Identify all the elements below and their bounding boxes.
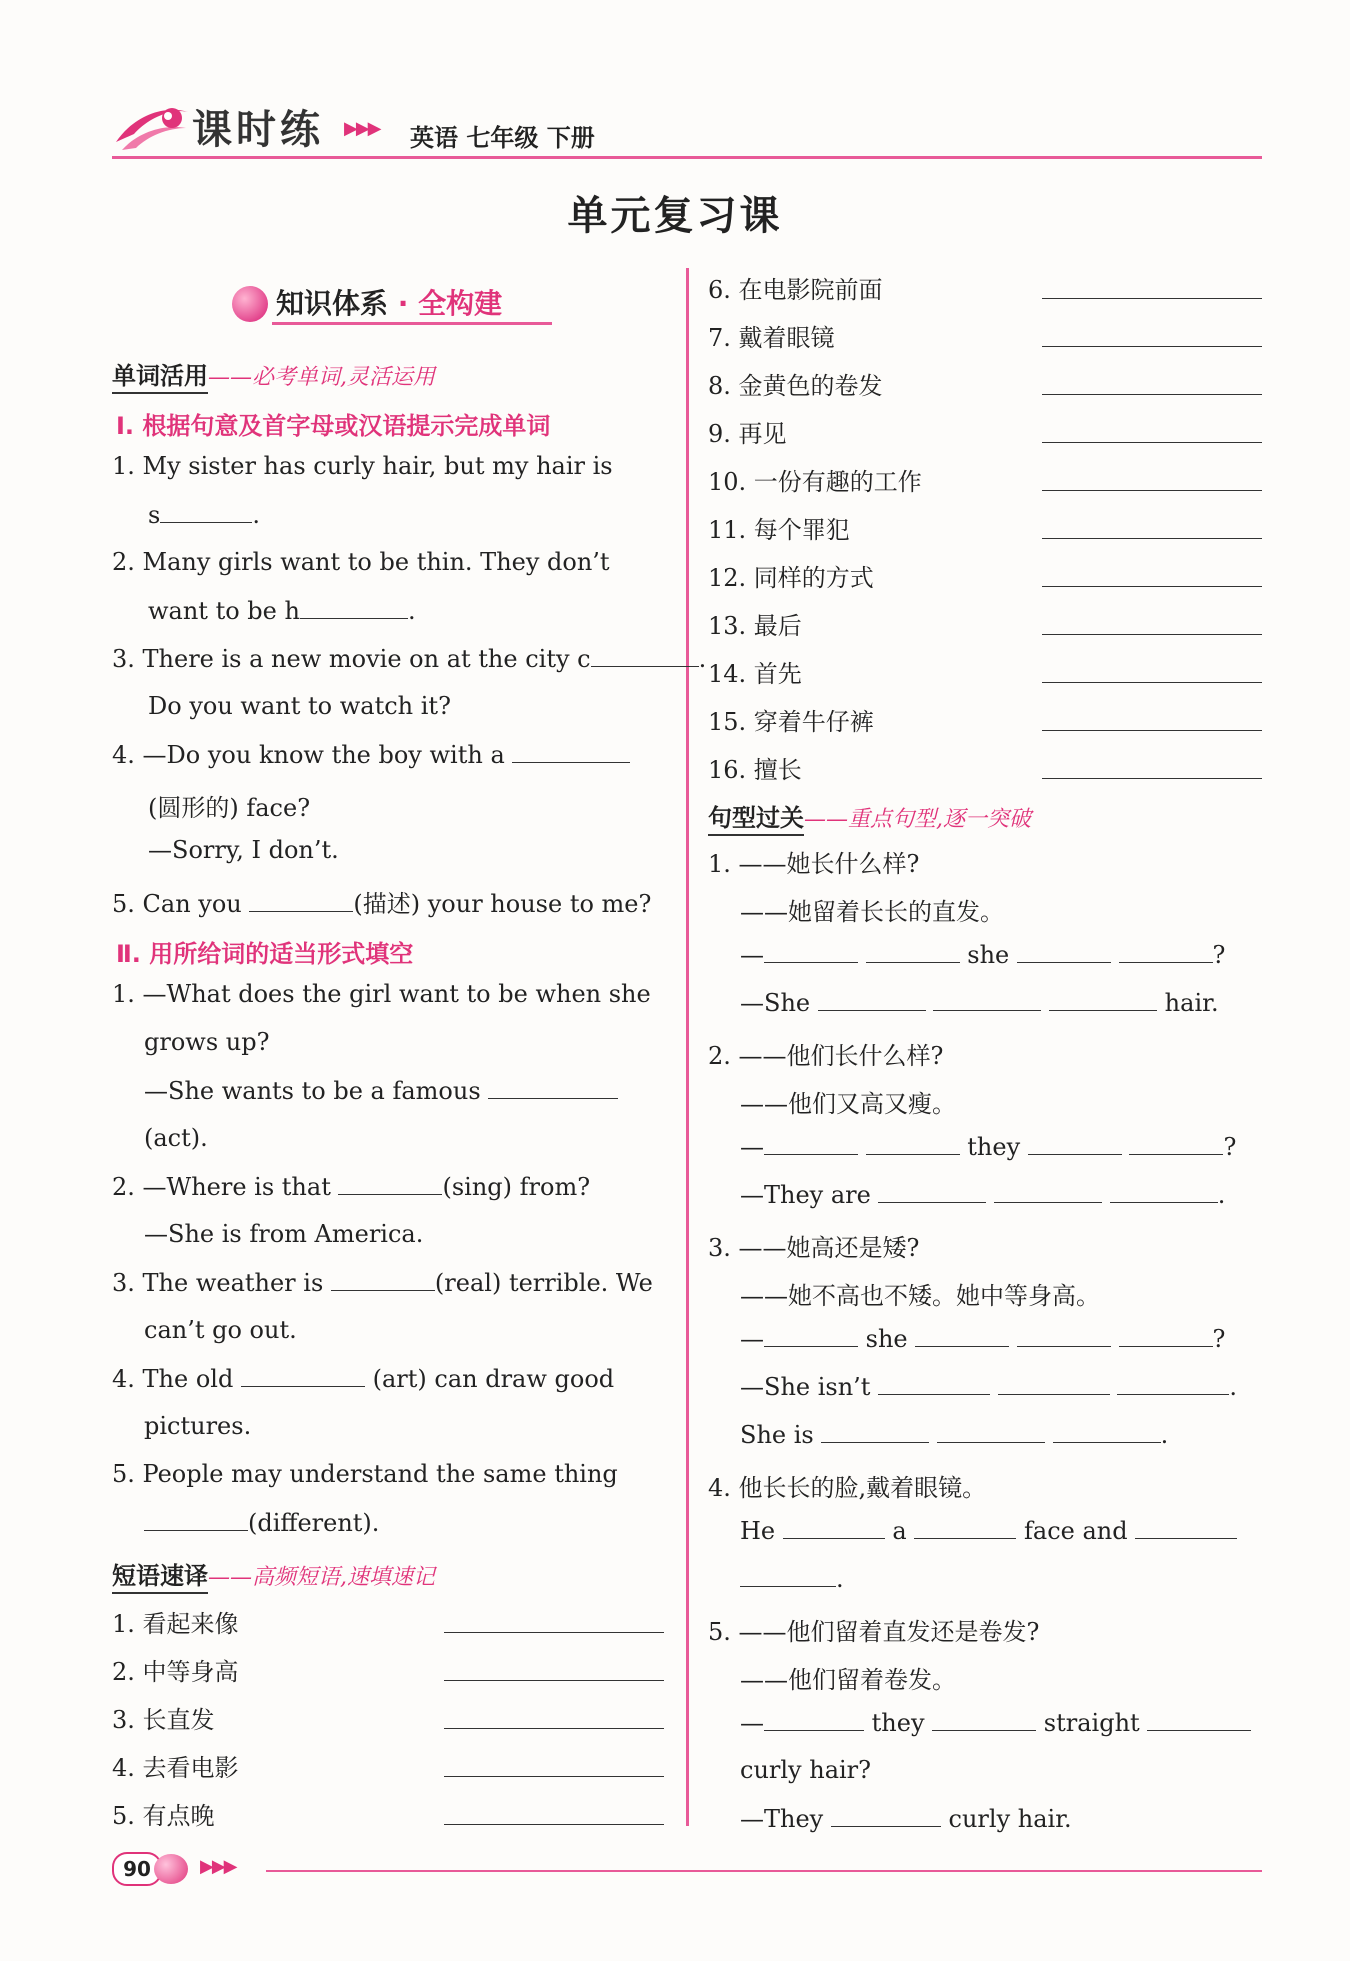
q5-they: they bbox=[871, 1709, 925, 1737]
q2-blank-1[interactable] bbox=[764, 1132, 858, 1155]
s2-q3-text-b: (real) terrible. We bbox=[434, 1269, 653, 1297]
s2-q1-blank[interactable] bbox=[488, 1076, 618, 1099]
s2-q1-line2: grows up? bbox=[144, 1028, 270, 1056]
vocab-heading bbox=[112, 356, 435, 391]
q2-blank-7[interactable] bbox=[1110, 1180, 1218, 1203]
q3-she-is: She is bbox=[740, 1421, 814, 1449]
vocab-head: 单词活用 bbox=[112, 362, 208, 394]
s1-q2-line2: want to be h . bbox=[148, 597, 416, 625]
phrase-answer-line[interactable] bbox=[444, 1824, 664, 1825]
phrase-answer-line[interactable] bbox=[444, 1728, 664, 1729]
q4-chinese: 4. 他长长的脸,戴着眼镜。 bbox=[708, 1474, 987, 1502]
s1-q4-line1 bbox=[112, 740, 630, 769]
q2-blank-6[interactable] bbox=[994, 1180, 1102, 1203]
q5-blank-2[interactable] bbox=[932, 1708, 1036, 1731]
q3-she: she bbox=[865, 1325, 908, 1353]
phrase-answer-line[interactable] bbox=[1042, 730, 1262, 731]
s2-q2-text-a: 2. —Where is that bbox=[112, 1173, 331, 1201]
s2-q3-line2: can’t go out. bbox=[144, 1316, 297, 1344]
page-header bbox=[112, 92, 1262, 158]
q3-blank-8[interactable] bbox=[821, 1420, 929, 1443]
q5-english-answer bbox=[740, 1804, 1072, 1833]
q5-chinese-question: 5. ——他们留着直发还是卷发? bbox=[708, 1618, 1040, 1646]
phrase-answer-line[interactable] bbox=[444, 1632, 664, 1633]
page-number: 90 bbox=[112, 1852, 162, 1886]
q3-period-2: . bbox=[1160, 1421, 1169, 1449]
q2-blank-5[interactable] bbox=[878, 1180, 986, 1203]
banner-dot: · bbox=[397, 287, 409, 320]
q3-blank-2[interactable] bbox=[915, 1324, 1009, 1347]
sentence-heading bbox=[708, 798, 1031, 833]
s1-q1-line1: 1. My sister has curly hair, but my hair is bbox=[112, 452, 613, 480]
q1-blank-7[interactable] bbox=[1049, 988, 1157, 1011]
q1-blank-3[interactable] bbox=[1017, 940, 1111, 963]
q1-blank-4[interactable] bbox=[1119, 940, 1213, 963]
phrase-answer-line[interactable] bbox=[1042, 298, 1262, 299]
q4-blank-3[interactable] bbox=[1135, 1516, 1237, 1539]
q5-blank-1[interactable] bbox=[764, 1708, 864, 1731]
s1-q4-text: 4. —Do you know the boy with a bbox=[112, 741, 505, 769]
s1-q5-blank[interactable] bbox=[249, 889, 353, 912]
s1-q1-blank[interactable] bbox=[160, 500, 252, 523]
q2-they: they bbox=[967, 1133, 1021, 1161]
q1-she: she bbox=[967, 941, 1010, 969]
q2-blank-2[interactable] bbox=[866, 1132, 960, 1155]
arrows-icon: ▶▶▶ bbox=[200, 1856, 236, 1877]
phrase-item: 4. 去看电影 bbox=[112, 1754, 239, 1782]
q5-straight: straight bbox=[1043, 1709, 1140, 1737]
vocab-tag: ——必考单词,灵活运用 bbox=[208, 365, 435, 390]
pink-ball-icon bbox=[154, 1854, 188, 1884]
s1-q1-line2: s . bbox=[148, 501, 260, 529]
q1-chinese-question: 1. ——她长什么样? bbox=[708, 850, 920, 878]
s1-q5-line1 bbox=[112, 884, 651, 919]
s1-q2-line1: 2. Many girls want to be thin. They don’t bbox=[112, 548, 610, 576]
phrase-item: 12. 同样的方式 bbox=[708, 564, 874, 592]
sentence-head: 句型过关 bbox=[708, 804, 804, 836]
q4-face-and: face and bbox=[1024, 1517, 1128, 1545]
q5-english-question-1 bbox=[740, 1708, 1251, 1737]
phrase-item: 1. 看起来像 bbox=[112, 1610, 239, 1638]
q3-qmark: ? bbox=[1212, 1325, 1226, 1353]
q1-blank-2[interactable] bbox=[866, 940, 960, 963]
q5-english-question-2: curly hair? bbox=[740, 1756, 872, 1784]
q3-english-answer-2 bbox=[740, 1420, 1168, 1449]
s2-q5-line2 bbox=[144, 1508, 379, 1537]
phrase-answer-line[interactable] bbox=[1042, 394, 1262, 395]
s2-q2-blank[interactable] bbox=[338, 1172, 442, 1195]
q3-blank-1[interactable] bbox=[764, 1324, 858, 1347]
pink-ball-icon bbox=[232, 286, 268, 322]
s1-q5-text-b: (描述) your house to me? bbox=[353, 890, 652, 918]
phrase-head: 短语速译 bbox=[112, 1562, 208, 1594]
s2-q4-text-a: 4. The old bbox=[112, 1365, 234, 1393]
q2-qmark: ? bbox=[1223, 1133, 1237, 1161]
q5-blank-3[interactable] bbox=[1147, 1708, 1251, 1731]
phrase-answer-line[interactable] bbox=[1042, 682, 1262, 683]
s2-q1-line3 bbox=[144, 1076, 618, 1105]
subject-grade: 英语 七年级 下册 bbox=[410, 124, 595, 152]
phrase-item: 5. 有点晚 bbox=[112, 1802, 215, 1830]
q2-blank-3[interactable] bbox=[1028, 1132, 1122, 1155]
phrase-item: 14. 首先 bbox=[708, 660, 802, 688]
s1-q1-letter: s bbox=[148, 501, 161, 529]
phrase-answer-line[interactable] bbox=[1042, 346, 1262, 347]
s2-q4-line1 bbox=[112, 1364, 614, 1393]
q5-they-answer: —They bbox=[740, 1805, 824, 1833]
s1-q3-line2: Do you want to watch it? bbox=[148, 692, 451, 720]
footer-divider bbox=[266, 1870, 1262, 1872]
section-2-title: Ⅱ. 用所给词的适当形式填空 bbox=[116, 940, 414, 968]
q4-english-line1 bbox=[740, 1516, 1237, 1545]
s1-q2-text: want to be h bbox=[148, 597, 300, 625]
s1-q2-blank[interactable] bbox=[300, 596, 408, 619]
arrows-icon: ▶▶▶ bbox=[344, 118, 380, 139]
s2-q2-line1 bbox=[112, 1172, 590, 1201]
phrase-answer-line[interactable] bbox=[444, 1776, 664, 1777]
phrase-answer-line[interactable] bbox=[1042, 538, 1262, 539]
s2-q5-blank[interactable] bbox=[144, 1508, 248, 1531]
q5-blank-4[interactable] bbox=[831, 1804, 941, 1827]
q1-blank-6[interactable] bbox=[933, 988, 1041, 1011]
s1-q4-line3: —Sorry, I don’t. bbox=[148, 836, 339, 864]
phrase-item: 10. 一份有趣的工作 bbox=[708, 468, 922, 496]
q4-period: . bbox=[836, 1565, 844, 1593]
q3-blank-3[interactable] bbox=[1017, 1324, 1111, 1347]
q3-she-isnt: —She isn’t bbox=[740, 1373, 871, 1401]
q1-she-answer: —She bbox=[740, 989, 811, 1017]
phrase-item: 16. 擅长 bbox=[708, 756, 802, 784]
q3-chinese-answer: ——她不高也不矮。她中等身高。 bbox=[740, 1282, 1100, 1310]
phrase-item: 13. 最后 bbox=[708, 612, 802, 640]
q3-blank-5[interactable] bbox=[878, 1372, 990, 1395]
phrase-answer-line[interactable] bbox=[1042, 634, 1262, 635]
s2-q5-text: (different). bbox=[248, 1509, 380, 1537]
q2-they-are: —They are bbox=[740, 1181, 871, 1209]
q1-chinese-answer: ——她留着长长的直发。 bbox=[740, 898, 1004, 926]
q1-english-answer bbox=[740, 988, 1219, 1017]
phrase-answer-line[interactable] bbox=[1042, 442, 1262, 443]
q2-english-question bbox=[740, 1132, 1236, 1161]
q3-english-answer-1 bbox=[740, 1372, 1237, 1401]
s1-q3-text: 3. There is a new movie on at the city c bbox=[112, 645, 591, 673]
s1-q5-text-a: 5. Can you bbox=[112, 890, 242, 918]
s1-q3-line1: 3. There is a new movie on at the city c . bbox=[112, 645, 707, 673]
q4-blank-1[interactable] bbox=[783, 1516, 885, 1539]
q4-a: a bbox=[892, 1517, 907, 1545]
phrase-tag: ——高频短语,速填速记 bbox=[208, 1565, 435, 1590]
knowledge-banner bbox=[232, 278, 562, 326]
banner-underline bbox=[272, 322, 552, 325]
phrase-answer-line[interactable] bbox=[444, 1680, 664, 1681]
q3-blank-6[interactable] bbox=[998, 1372, 1110, 1395]
q3-blank-9[interactable] bbox=[937, 1420, 1045, 1443]
phrase-item: 6. 在电影院前面 bbox=[708, 276, 883, 304]
page-title: 单元复习课 bbox=[567, 192, 783, 239]
s2-q2-line2: —She is from America. bbox=[144, 1220, 424, 1248]
s2-q2-text-b: (sing) from? bbox=[442, 1173, 591, 1201]
phrase-answer-line[interactable] bbox=[1042, 586, 1262, 587]
q4-he: He bbox=[740, 1517, 776, 1545]
q2-english-answer bbox=[740, 1180, 1225, 1209]
q2-chinese-answer: ——他们又高又瘦。 bbox=[740, 1090, 956, 1118]
q5-chinese-answer: ——他们留着卷发。 bbox=[740, 1666, 956, 1694]
s2-q4-blank[interactable] bbox=[241, 1364, 365, 1387]
q3-english-question bbox=[740, 1324, 1225, 1353]
q3-blank-7[interactable] bbox=[1117, 1372, 1229, 1395]
q1-qmark: ? bbox=[1212, 941, 1226, 969]
header-divider bbox=[112, 156, 1262, 159]
phrase-item: 9. 再见 bbox=[708, 420, 787, 448]
phrase-answer-line[interactable] bbox=[1042, 778, 1262, 779]
s2-q3-blank[interactable] bbox=[331, 1268, 435, 1291]
section-1-title: Ⅰ. 根据句意及首字母或汉语提示完成单词 bbox=[116, 412, 551, 440]
q4-blank-2[interactable] bbox=[914, 1516, 1016, 1539]
s2-q5-line1: 5. People may understand the same thing bbox=[112, 1460, 618, 1488]
q3-dash: — bbox=[740, 1325, 764, 1353]
q2-period: . bbox=[1217, 1181, 1226, 1209]
q1-blank-5[interactable] bbox=[818, 988, 926, 1011]
s2-q4-text-b: (art) can draw good bbox=[372, 1365, 615, 1393]
phrase-item: 8. 金黄色的卷发 bbox=[708, 372, 883, 400]
q5-dash: — bbox=[740, 1709, 764, 1737]
banner-part2: 全构建 bbox=[418, 287, 503, 320]
phrase-item: 15. 穿着牛仔裤 bbox=[708, 708, 874, 736]
q5-curly-hair: curly hair. bbox=[948, 1805, 1072, 1833]
q3-period-1: . bbox=[1229, 1373, 1238, 1401]
q4-english-line2 bbox=[740, 1564, 844, 1593]
s1-q4-blank[interactable] bbox=[512, 740, 630, 763]
q3-blank-4[interactable] bbox=[1119, 1324, 1213, 1347]
s2-q4-line2: pictures. bbox=[144, 1412, 252, 1440]
q1-english-question bbox=[740, 940, 1225, 969]
column-divider bbox=[686, 268, 689, 1826]
banner-part1: 知识体系 bbox=[276, 287, 389, 320]
q2-dash: — bbox=[740, 1133, 764, 1161]
s2-q3-line1 bbox=[112, 1268, 653, 1297]
swirl-logo-icon bbox=[112, 98, 194, 156]
sentence-tag: ——重点句型,逐一突破 bbox=[804, 807, 1031, 832]
phrase-item: 7. 戴着眼镜 bbox=[708, 324, 835, 352]
q3-blank-10[interactable] bbox=[1053, 1420, 1161, 1443]
phrase-item: 11. 每个罪犯 bbox=[708, 516, 850, 544]
q1-hair: hair. bbox=[1164, 989, 1219, 1017]
q2-blank-4[interactable] bbox=[1129, 1132, 1223, 1155]
q2-chinese-question: 2. ——他们长什么样? bbox=[708, 1042, 944, 1070]
phrase-answer-line[interactable] bbox=[1042, 490, 1262, 491]
phrase-item: 3. 长直发 bbox=[112, 1706, 215, 1734]
phrase-heading bbox=[112, 1556, 435, 1591]
q4-blank-4[interactable] bbox=[740, 1564, 836, 1587]
q3-chinese-question: 3. ——她高还是矮? bbox=[708, 1234, 920, 1262]
s2-q3-text-a: 3. The weather is bbox=[112, 1269, 324, 1297]
q1-dash: — bbox=[740, 941, 764, 969]
s1-q3-blank[interactable] bbox=[591, 644, 699, 667]
phrase-item: 2. 中等身高 bbox=[112, 1658, 239, 1686]
q1-blank-1[interactable] bbox=[764, 940, 858, 963]
brand-title: 课时练 bbox=[192, 106, 324, 153]
s2-q1-text: —She wants to be a famous bbox=[144, 1077, 481, 1105]
s1-q4-line2: (圆形的) face? bbox=[148, 794, 311, 822]
s2-q1-line1: 1. —What does the girl want to be when she bbox=[112, 980, 651, 1008]
s2-q1-line4: (act). bbox=[144, 1124, 208, 1152]
